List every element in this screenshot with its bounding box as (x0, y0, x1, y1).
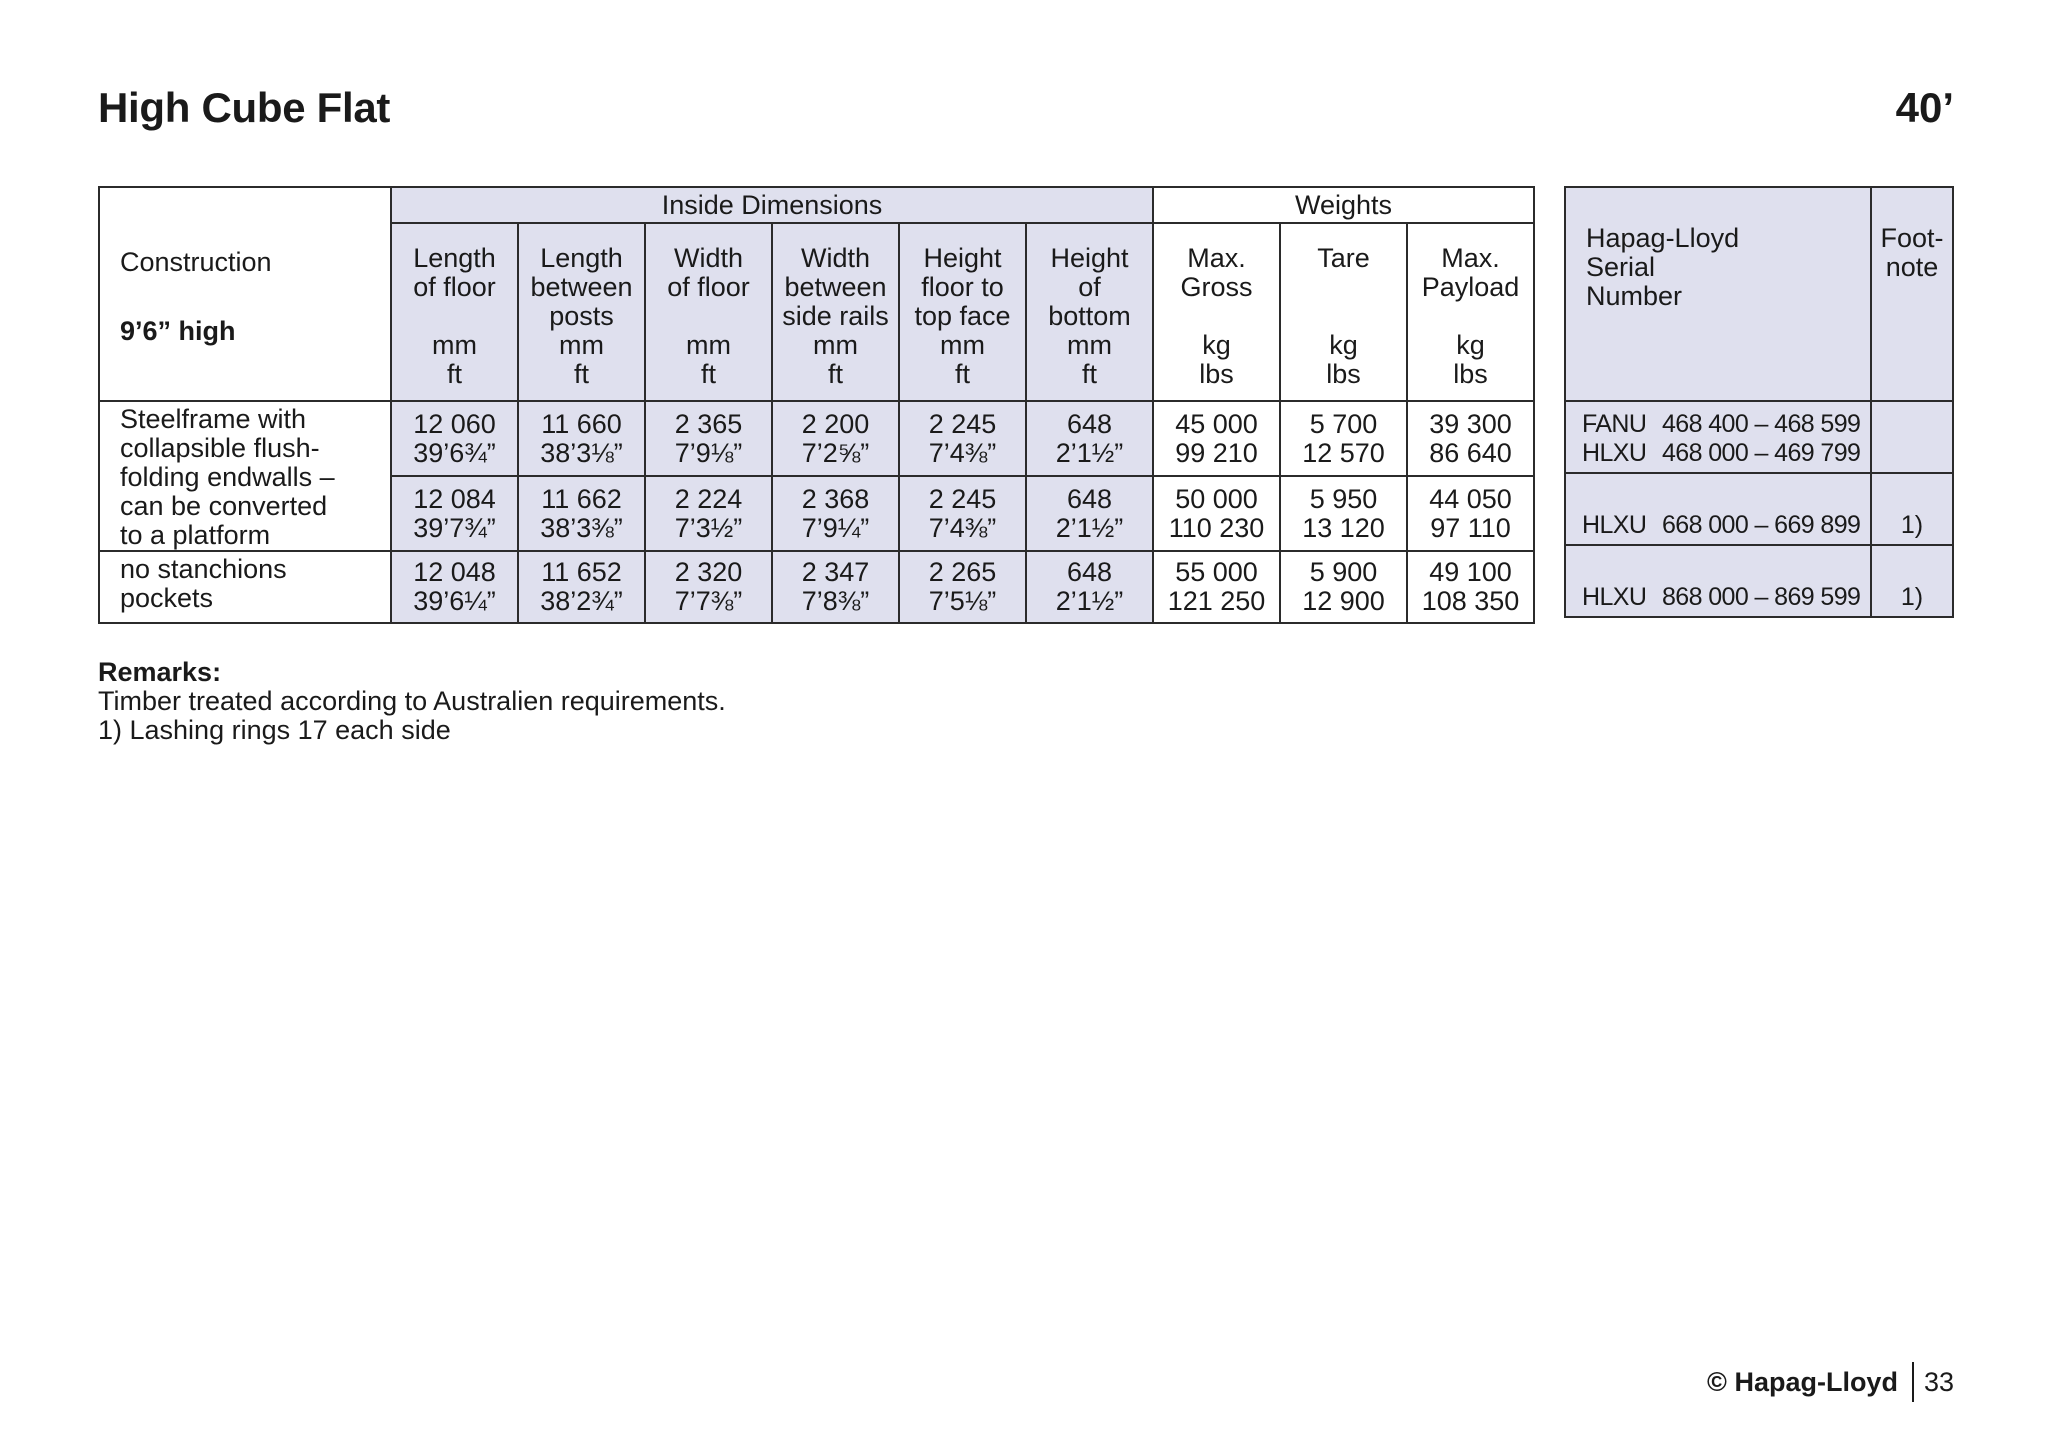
serial-range-cell (1565, 473, 1871, 545)
construction-description-2: no stanchions pockets (99, 551, 391, 623)
column-header-1: Length of floor mm ft (391, 223, 518, 401)
serial-range-value: 468 000 – 469 799 (1662, 439, 1861, 467)
copyright-label: © Hapag-Lloyd (1707, 1366, 1898, 1397)
footer-divider (1912, 1362, 1914, 1402)
table-cell: 12 060 39’6¾” (391, 401, 518, 476)
construction-header-cell (99, 187, 391, 401)
table-cell: 44 050 97 110 (1407, 476, 1534, 551)
table-cell: 2 245 7’4⅜” (899, 401, 1026, 476)
column-header-8: Tare kg lbs (1280, 223, 1407, 401)
serial-prefix: HLXU (1582, 439, 1647, 467)
serial-range-value: 868 000 – 869 599 (1662, 583, 1861, 611)
serial-number-header: Hapag-Lloyd Serial Number (1565, 187, 1871, 401)
column-header-4: Width between side rails mm ft (772, 223, 899, 401)
page-number: 33 (1923, 1366, 1954, 1397)
column-header-9: Max. Payload kg lbs (1407, 223, 1534, 401)
table-cell: 648 2’1½” (1026, 401, 1153, 476)
table-cell: 5 700 12 570 (1280, 401, 1407, 476)
inside-dimensions-group-header: Inside Dimensions (391, 187, 1153, 223)
serial-range (1582, 511, 1870, 540)
table-cell: 2 347 7’8⅜” (772, 551, 899, 623)
serial-number-table (1564, 186, 1954, 618)
table-cell: 11 662 38’3⅜” (518, 476, 645, 551)
table-cell: 11 660 38’3⅛” (518, 401, 645, 476)
column-header-7: Max. Gross kg lbs (1153, 223, 1280, 401)
construction-description-1: Steelframe with collapsible flush- folding endwalls – can be converted to a platform (99, 401, 391, 551)
remarks-section (98, 658, 726, 745)
table-cell: 45 000 99 210 (1153, 401, 1280, 476)
table-cell: 55 000 121 250 (1153, 551, 1280, 623)
table-cell: 648 2’1½” (1026, 476, 1153, 551)
serial-prefix: FANU (1582, 410, 1647, 438)
serial-prefix: HLXU (1582, 511, 1647, 539)
table-cell: 5 900 12 900 (1280, 551, 1407, 623)
column-header-5: Height floor to top face mm ft (899, 223, 1026, 401)
table-cell: 11 652 38’2¾” (518, 551, 645, 623)
column-header-2: Length between posts mm ft (518, 223, 645, 401)
construction-label: Construction (120, 247, 272, 277)
table-cell: 2 265 7’5⅛” (899, 551, 1026, 623)
table-cell: 2 320 7’7⅜” (645, 551, 772, 623)
page-footer (1707, 1362, 1954, 1402)
table-cell: 648 2’1½” (1026, 551, 1153, 623)
footnote-cell: 1) (1871, 473, 1953, 545)
table-cell: 2 200 7’2⅝” (772, 401, 899, 476)
serial-prefix: HLXU (1582, 583, 1647, 611)
serial-range (1582, 439, 1870, 468)
serial-range-value: 468 400 – 468 599 (1662, 410, 1861, 438)
serial-range (1582, 583, 1870, 612)
table-cell: 12 048 39’6¼” (391, 551, 518, 623)
container-size-label: 40’ (1895, 84, 1954, 131)
remarks-line-2: 1) Lashing rings 17 each side (98, 715, 451, 745)
serial-range-cell (1565, 401, 1871, 473)
footnote-header: Foot- note (1871, 187, 1953, 401)
table-cell: 2 368 7’9¼” (772, 476, 899, 551)
column-header-6: Height of bottom mm ft (1026, 223, 1153, 401)
remarks-heading: Remarks: (98, 657, 222, 687)
table-cell: 39 300 86 640 (1407, 401, 1534, 476)
footnote-cell (1871, 401, 1953, 473)
serial-range-cell (1565, 545, 1871, 617)
table-cell: 5 950 13 120 (1280, 476, 1407, 551)
column-header-3: Width of floor mm ft (645, 223, 772, 401)
footnote-cell: 1) (1871, 545, 1953, 617)
table-cell: 2 224 7’3½” (645, 476, 772, 551)
table-cell: 12 084 39’7¾” (391, 476, 518, 551)
serial-range-value: 668 000 – 669 899 (1662, 511, 1861, 539)
weights-group-header: Weights (1153, 187, 1534, 223)
table-cell: 2 245 7’4⅜” (899, 476, 1026, 551)
table-cell: 2 365 7’9⅛” (645, 401, 772, 476)
dimensions-table (98, 186, 1535, 624)
table-cell: 49 100 108 350 (1407, 551, 1534, 623)
remarks-line-1: Timber treated according to Australien requirements. (98, 686, 726, 716)
height-class-label: 9’6” high (120, 316, 236, 346)
table-cell: 50 000 110 230 (1153, 476, 1280, 551)
serial-range (1582, 410, 1870, 439)
page-title: High Cube Flat (98, 84, 391, 131)
